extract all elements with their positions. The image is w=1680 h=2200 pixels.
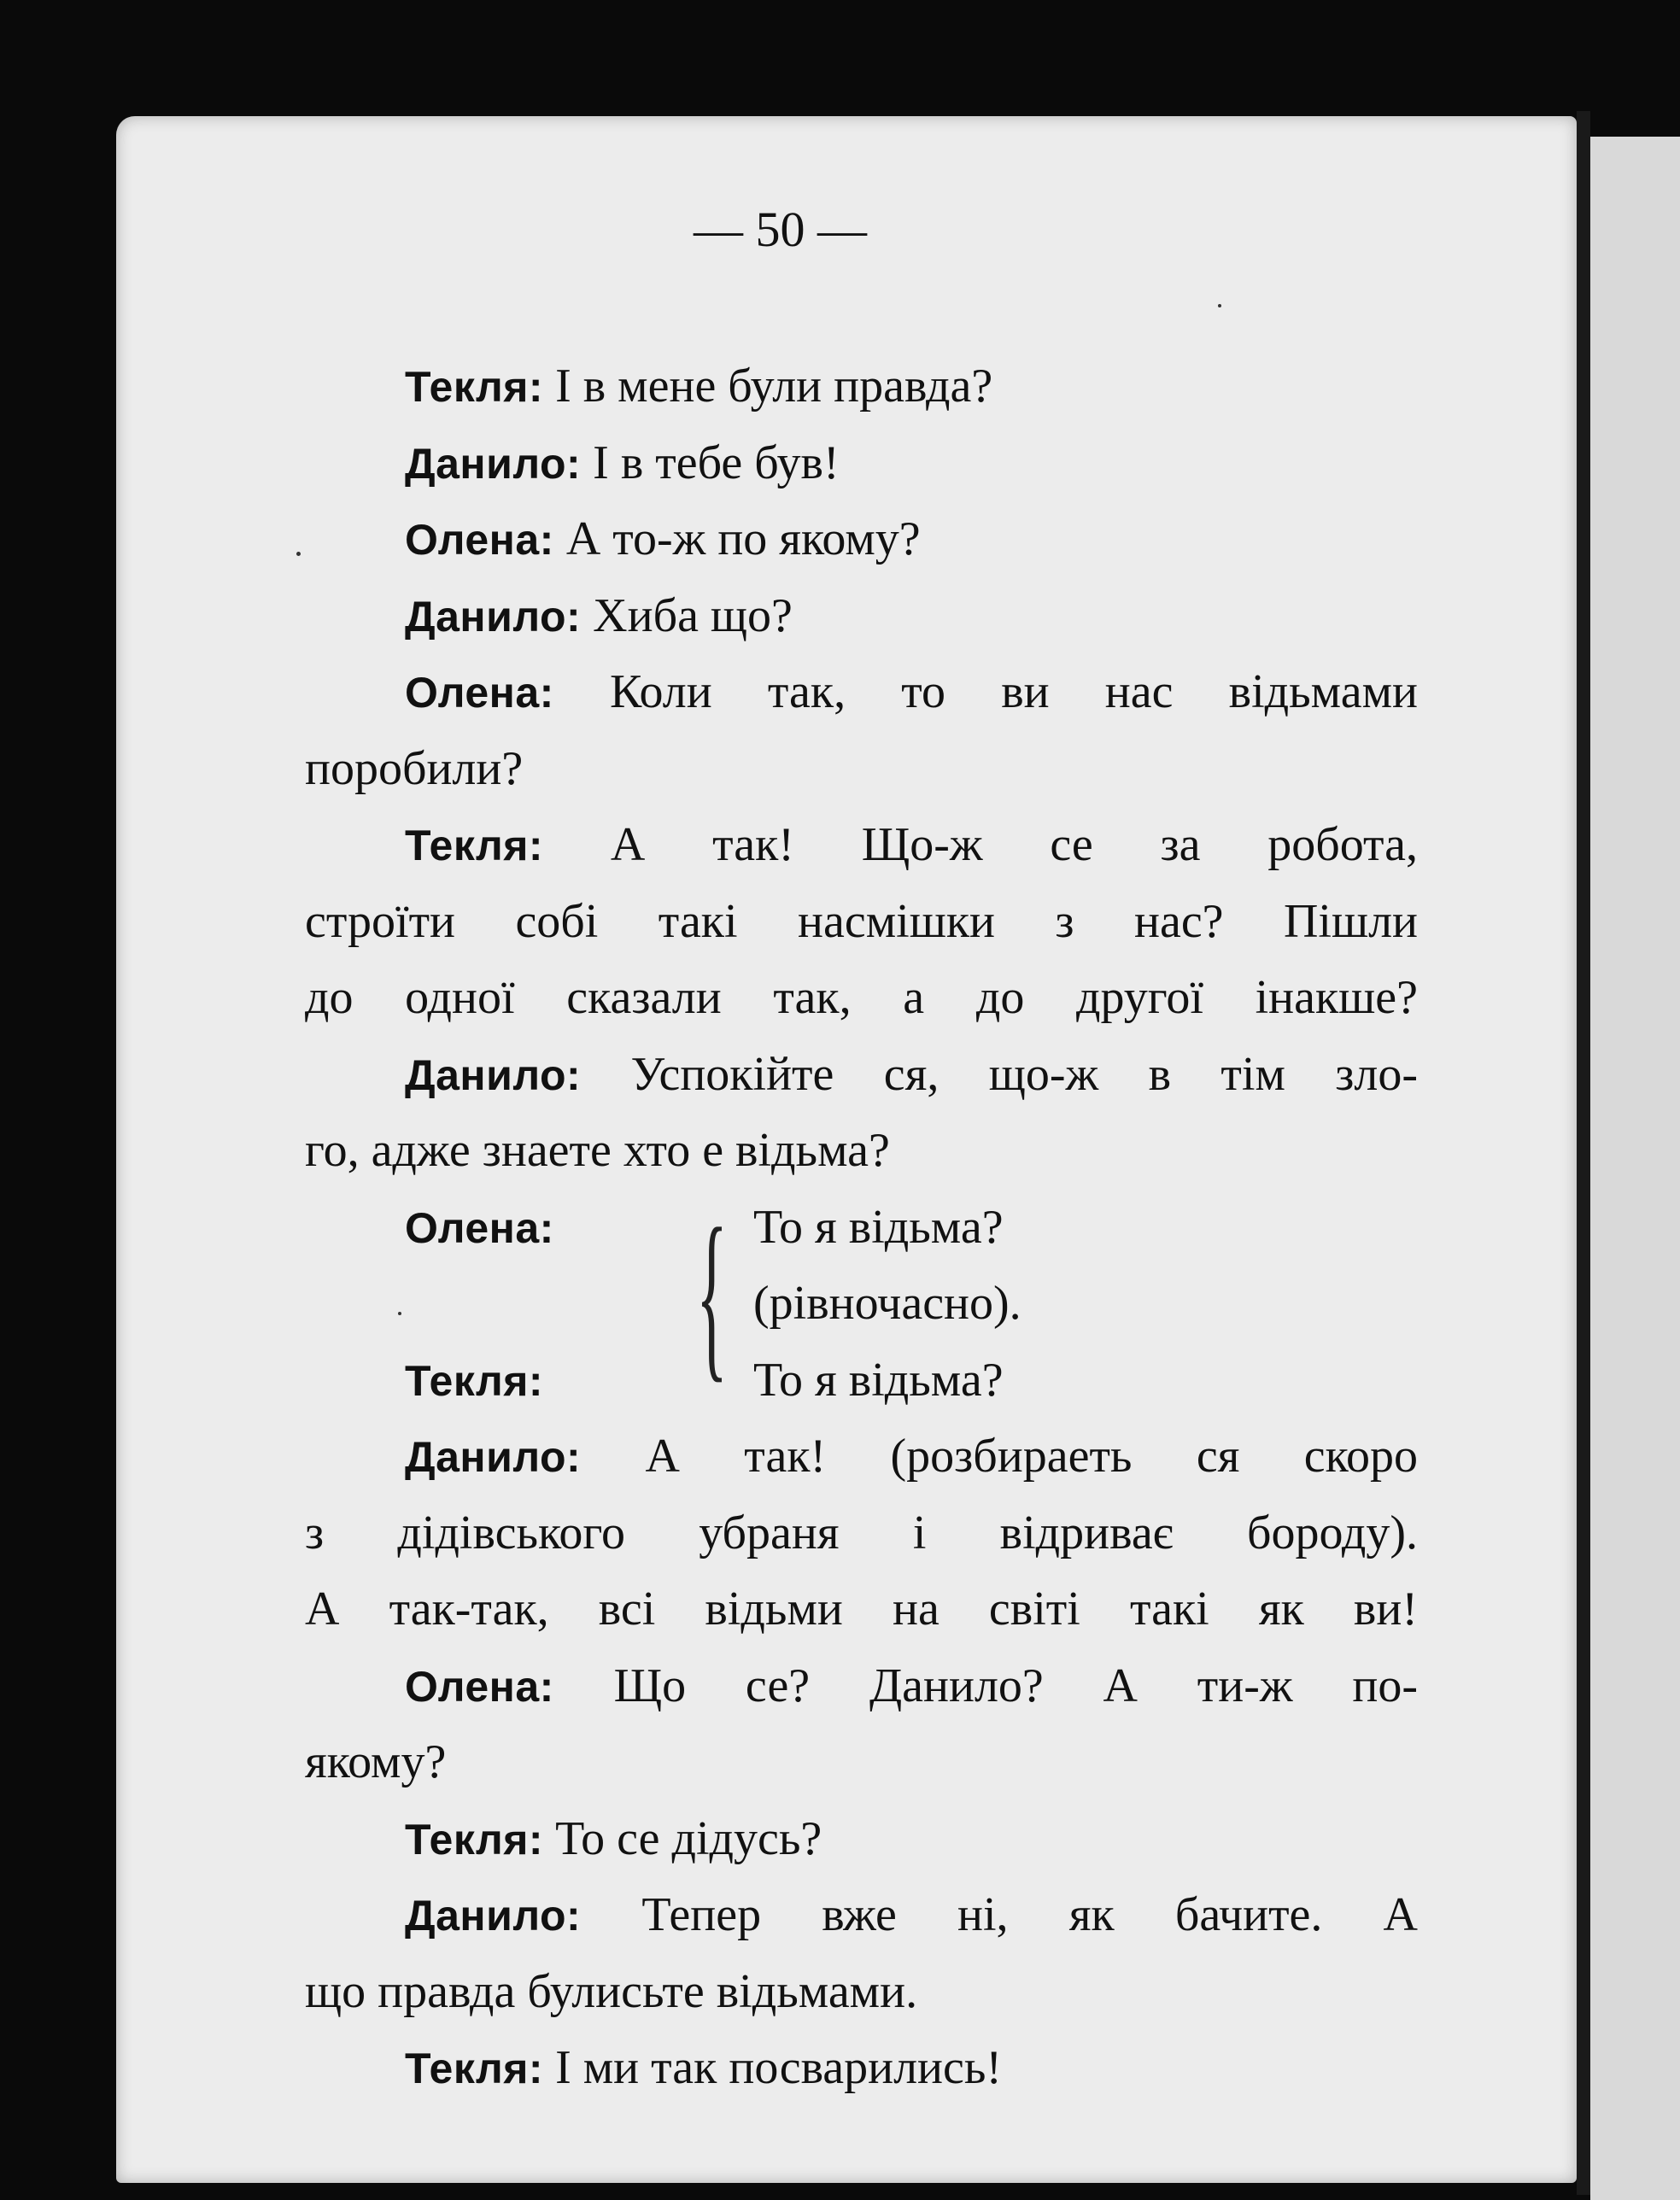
line-text: го, адже знаете хто е відьма? [305, 1124, 890, 1177]
speaker-name: Данило: [405, 1892, 582, 1940]
dialogue-line [305, 731, 1418, 808]
line-text: Коли так, то ви нас відьмами [553, 665, 1418, 718]
choral-line-text: То я відьма? [753, 1353, 1004, 1407]
line-text: якому? [305, 1735, 447, 1788]
dialogue-line [305, 425, 1418, 502]
speaker-name: Текля: [405, 822, 544, 869]
facing-page-strip [1590, 137, 1680, 2200]
speaker-name: Данило: [405, 592, 582, 641]
dialogue-line [305, 1648, 1418, 1725]
line-text: А так-так, всі відьми на світі такі як ви! [305, 1583, 1418, 1635]
speaker-name: Данило: [405, 439, 582, 488]
speck [296, 552, 301, 556]
line-text: поробили? [305, 741, 524, 795]
speck [1218, 304, 1221, 307]
choral-line-text: То я відьма? [753, 1200, 1004, 1254]
dialogue-line [305, 1571, 1418, 1648]
line-text: з дідівського убраня і відриває бороду). [305, 1506, 1418, 1559]
dialogue-line [305, 1113, 1418, 1190]
line-text: І в тебе був! [581, 436, 840, 489]
page-edge [1577, 111, 1590, 2195]
line-text: строїти собі такі насмішки з нас? Пішли [305, 894, 1418, 948]
line-text: А то-ж по якому? [553, 512, 921, 565]
speaker-name: Текля: [405, 363, 544, 411]
dialogue-line [305, 884, 1418, 961]
brace-glyph: { [696, 1189, 728, 1398]
speaker-name: Олена: [405, 516, 554, 564]
dialogue-line [305, 960, 1418, 1037]
choral-block [305, 1190, 1418, 1419]
dialogue-line [305, 1801, 1418, 1878]
line-text: А так! (розбираеть ся скоро [581, 1430, 1418, 1483]
speaker-name: Текля: [405, 1356, 544, 1405]
speaker-name: Данило: [405, 1433, 582, 1481]
line-text: Що се? Данило? А ти-ж по- [553, 1659, 1418, 1712]
line-text: То се дідусь? [543, 1811, 822, 1865]
page-number: — 50 — [694, 202, 867, 257]
line-text: Тепер вже ні, як бачите. А [581, 1888, 1418, 1941]
dialogue-line [305, 1037, 1418, 1114]
dialogue-line [305, 1954, 1418, 2031]
dialogue-line [305, 1495, 1418, 1572]
dialogue-line [305, 1419, 1418, 1495]
speaker-name: Данило: [405, 1050, 582, 1099]
line-text: Хиба що? [581, 588, 793, 642]
dialogue-line [305, 578, 1418, 655]
choral-line [305, 1190, 601, 1267]
dialogue-text [305, 348, 1418, 2107]
dialogue-line [305, 501, 1418, 578]
line-text: що правда булисьте відьмами. [305, 1964, 918, 2018]
dialogue-line [305, 2030, 1418, 2107]
dialogue-line [305, 654, 1418, 731]
line-text: до одної сказали так, а до другої інакше? [305, 971, 1418, 1024]
speaker-name: Текля: [405, 2045, 544, 2092]
speaker-name: Олена: [405, 669, 554, 717]
line-text: Успокійте ся, що-ж в тім зло- [581, 1047, 1418, 1101]
dialogue-line [305, 1877, 1418, 1954]
speaker-name: Олена: [405, 1662, 554, 1711]
line-text: А так! Що-ж се за робота, [543, 818, 1418, 871]
line-text: І в мене були правда? [543, 360, 993, 412]
speaker-name: Олена: [405, 1203, 554, 1252]
choral-line [305, 1343, 601, 1419]
dialogue-line [305, 348, 1418, 425]
dialogue-line [305, 1724, 1418, 1801]
speaker-name: Текля: [405, 1815, 544, 1864]
stage-direction: (рівночасно). [753, 1277, 1021, 1330]
dialogue-line [305, 807, 1418, 884]
line-text: І ми так посварились! [543, 2041, 1003, 2094]
